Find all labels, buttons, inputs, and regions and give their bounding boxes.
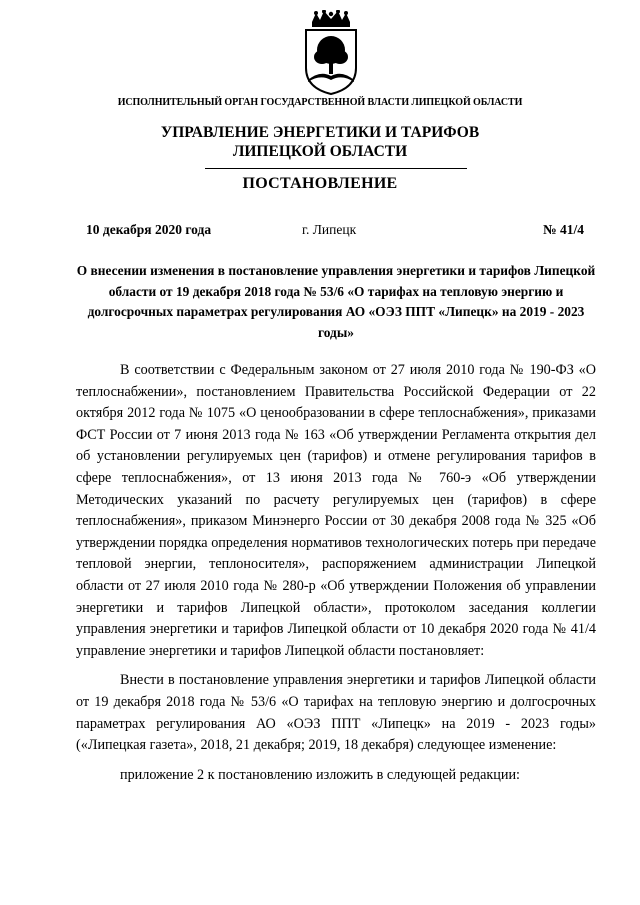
department-name (0, 123, 640, 161)
document-number: № 41/4 (543, 222, 584, 237)
department-name-line-2: ЛИПЕЦКОЙ ОБЛАСТИ (232, 143, 408, 160)
document-type-title: ПОСТАНОВЛЕНИЕ (242, 175, 398, 192)
body-paragraph: В соответствии с Федеральным законом от 27 июля 2010 года № 190-ФЗ «О теплоснабжении», постановлением Правительства Российской Федерации от 22 октября 2012 года № 1075 «О ценообразовании в сфере теплоснабжения», приказами ФСТ России от 7 июня 2013 года № 163 «Об утверждении Регламента открытия дел об установлении регулируемых цен (тарифов) и отмене регулирования тарифов в сфере теплоснабжения», от 13 июня 2013 года № 760-э «Об утверждении Методических указаний по расчету регулируемых цен (тарифов) в сфере теплоснабжения», приказом Минэнерго России от 30 декабря 2008 года № 325 «Об утверждении порядка определения нормативов технологических потерь при передаче тепловой энергии, теплоносителя», распоряжением администрации Липецкой области от 27 июля 2010 года № 280-р «Об утверждении Положения об управлении энергетики и тарифов Липецкой области», протоколом заседания коллегии управления энергетики и тарифов Липецкой области от 10 декабря 2020 года № 41/4 управление энергетики и тарифов Липецкой области постановляет: (76, 362, 596, 659)
document-subject: О внесении изменения в постановление управления энергетики и тарифов Липецкой области от 19 декабря 2018 года № 53/6 «О тарифах на тепловую энергию и долгосрочных параметрах регулирования АО «ОЭЗ ППТ «Липецк» на 2019 - 2023 годы» (76, 263, 596, 340)
document-city: г. Липецк (302, 222, 357, 237)
divider (205, 168, 467, 169)
document-date: 10 декабря 2020 года (86, 222, 212, 237)
coat-of-arms-icon (298, 10, 364, 96)
body-paragraph: Внести в постановление управления энергетики и тарифов Липецкой области от 19 декабря 2018 года № 53/6 «О тарифах на тепловую энергию и долгосрочных параметрах регулирования АО «ОЭЗ ППТ «Липецк» на 2019 - 2023 годы» («Липецкая газета», 2018, 21 декабря; 2019, 18 декабря) следующее изменение: (76, 672, 596, 754)
department-name-line-1: УПРАВЛЕНИЕ ЭНЕРГЕТИКИ И ТАРИФОВ (160, 124, 480, 141)
document-body (76, 360, 596, 786)
organ-line: ИСПОЛНИТЕЛЬНЫЙ ОРГАН ГОСУДАРСТВЕННОЙ ВЛАСТИ ЛИПЕЦКОЙ ОБЛАСТИ (117, 97, 523, 108)
body-paragraph: приложение 2 к постановлению изложить в следующей редакции: (120, 766, 520, 783)
